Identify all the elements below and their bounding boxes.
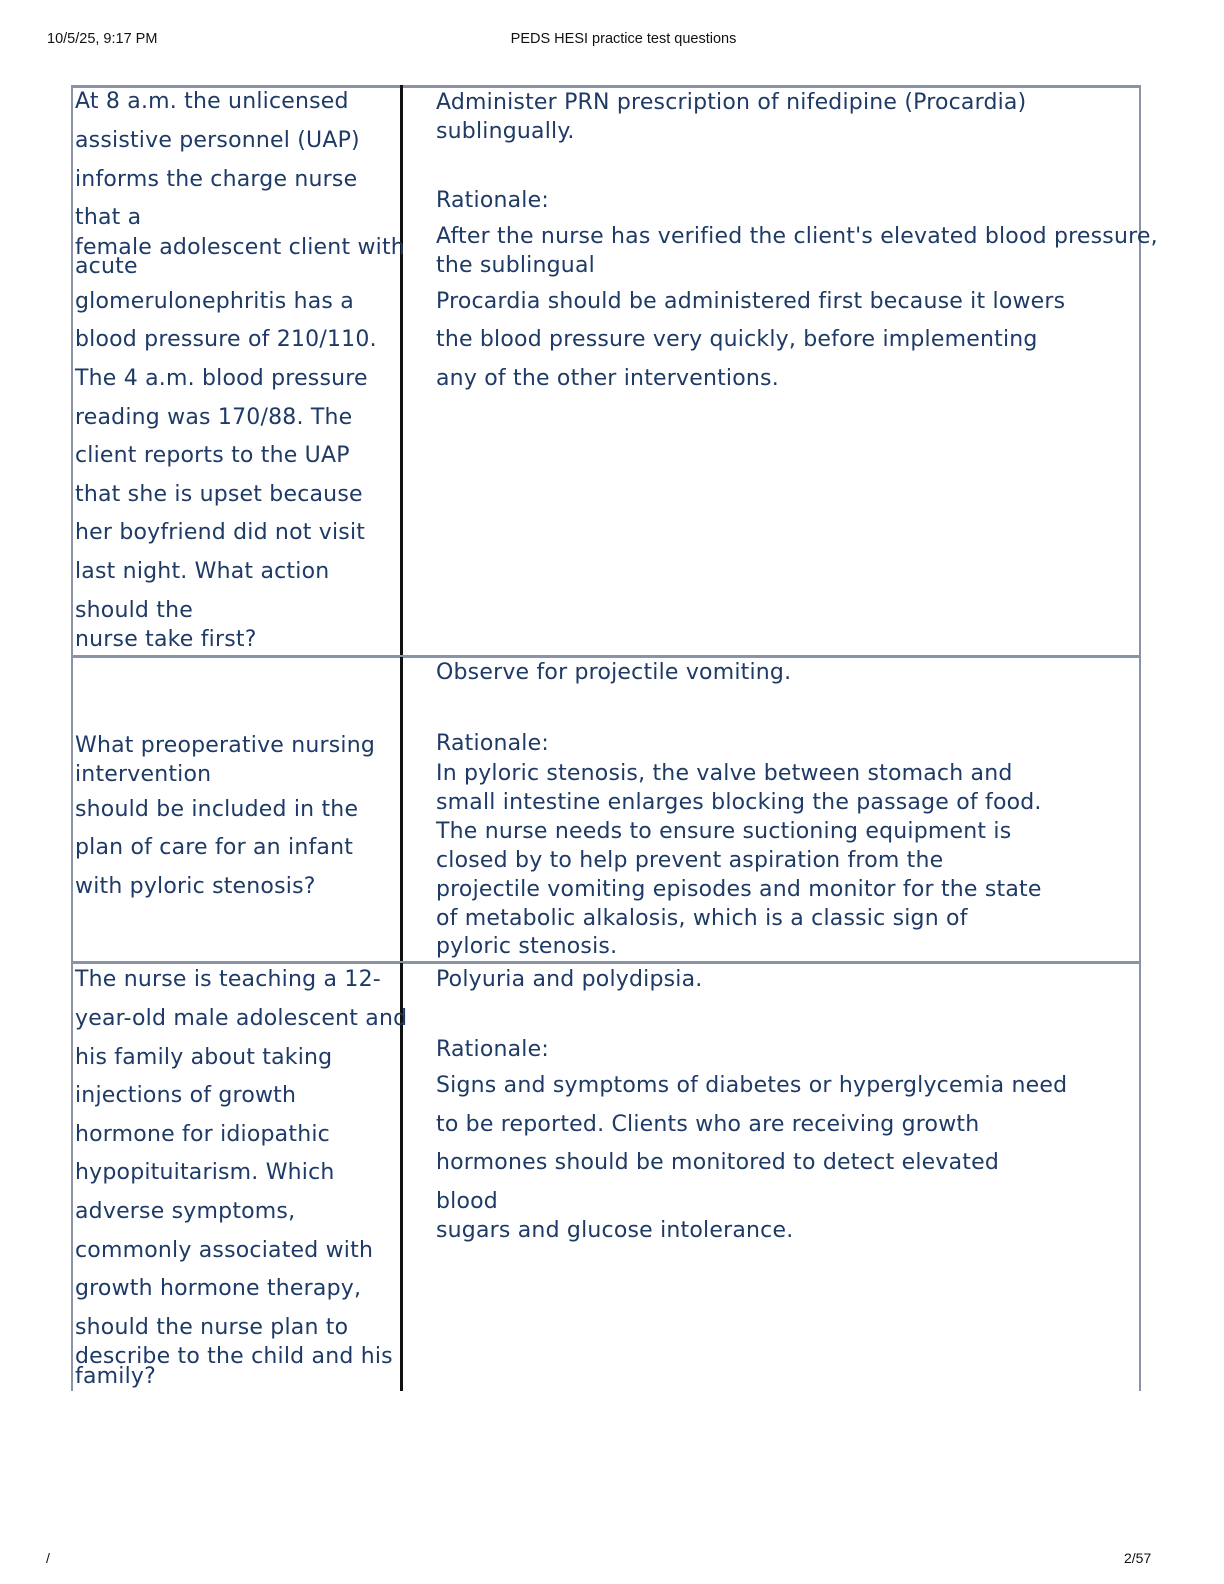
question-line: that a <box>75 205 142 230</box>
question-line: year-old male adolescent and <box>75 1006 408 1031</box>
table-row <box>71 85 1158 657</box>
answer-line: Signs and symptoms of diabetes or hyperglycemia need <box>436 1073 1068 1098</box>
answer-line: blood <box>436 1189 498 1214</box>
answer-line: The nurse needs to ensure suctioning equipment is <box>436 819 1012 844</box>
question-cell <box>71 657 403 962</box>
question-line: with pyloric stenosis? <box>75 874 316 899</box>
question-line: should the nurse plan to <box>75 1315 349 1340</box>
question-line: describe to the child and his <box>75 1344 393 1369</box>
question-line: her boyfriend did not visit <box>75 520 366 545</box>
question-line: his family about taking <box>75 1045 333 1070</box>
answer-cell <box>403 657 1141 962</box>
question-line: assistive personnel (UAP) <box>75 128 360 153</box>
question-line: What preoperative nursing <box>75 733 376 758</box>
print-date: 10/5/25, 9:17 PM <box>47 31 158 47</box>
question-line: last night. What action <box>75 559 330 584</box>
question-line: growth hormone therapy, <box>75 1276 362 1301</box>
question-line: hypopituitarism. Which <box>75 1160 335 1185</box>
footer-url: / <box>46 1550 50 1566</box>
question-line: acute <box>75 254 138 279</box>
answer-line: the sublingual <box>436 253 595 278</box>
question-line: that she is upset because <box>75 482 363 507</box>
rationale-label: Rationale: <box>436 731 549 756</box>
question-line: reading was 170/88. The <box>75 405 353 430</box>
answer-line: Polyuria and polydipsia. <box>436 967 703 992</box>
question-line: should be included in the <box>75 797 359 822</box>
answer-line: Administer PRN prescription of nifedipine (Procardia) <box>436 90 1027 115</box>
page-number: 2/57 <box>1124 1550 1152 1566</box>
answer-line: of metabolic alkalosis, which is a classic sign of <box>436 906 968 931</box>
answer-line: closed by to help prevent aspiration from the <box>436 848 944 873</box>
question-line: plan of care for an infant <box>75 835 354 860</box>
table-row <box>71 963 1141 1391</box>
answer-line: to be reported. Clients who are receiving growth <box>436 1112 980 1137</box>
qa-table <box>71 85 1158 1391</box>
answer-line: Observe for projectile vomiting. <box>436 660 792 685</box>
table-row <box>71 657 1141 962</box>
question-line: family? <box>75 1364 156 1389</box>
answer-line: Procardia should be administered first because it lowers <box>436 289 1066 314</box>
question-line: intervention <box>75 762 212 787</box>
question-line: informs the charge nurse <box>75 167 358 192</box>
question-line: The nurse is teaching a 12- <box>75 967 381 992</box>
answer-line: After the nurse has verified the client's elevated blood pressure, <box>436 224 1158 249</box>
question-line: nurse take first? <box>75 627 257 652</box>
answer-line: the blood pressure very quickly, before implementing <box>436 327 1038 352</box>
answer-line: hormones should be monitored to detect elevated <box>436 1150 1000 1175</box>
question-line: At 8 a.m. the unlicensed <box>75 89 349 114</box>
answer-line: small intestine enlarges blocking the passage of food. <box>436 790 1042 815</box>
answer-line: pyloric stenosis. <box>436 934 618 959</box>
rationale-label: Rationale: <box>436 1037 549 1062</box>
question-line: adverse symptoms, <box>75 1199 296 1224</box>
question-line: client reports to the UAP <box>75 443 350 468</box>
question-line: blood pressure of 210/110. <box>75 327 377 352</box>
answer-cell <box>403 963 1141 1391</box>
question-line: should the <box>75 598 193 623</box>
question-line: hormone for idiopathic <box>75 1122 330 1147</box>
rationale-label: Rationale: <box>436 188 549 213</box>
answer-line: In pyloric stenosis, the valve between stomach and <box>436 761 1013 786</box>
answer-line: any of the other interventions. <box>436 366 779 391</box>
question-line: commonly associated with <box>75 1238 374 1263</box>
question-line: female adolescent client with <box>75 235 405 260</box>
answer-cell <box>403 85 1158 657</box>
question-line: The 4 a.m. blood pressure <box>75 366 368 391</box>
question-cell <box>71 963 408 1391</box>
question-line: injections of growth <box>75 1083 297 1108</box>
answer-line: projectile vomiting episodes and monitor for the state <box>436 877 1042 902</box>
answer-line: sugars and glucose intolerance. <box>436 1218 794 1243</box>
question-cell <box>71 85 403 657</box>
document-title: PEDS HESI practice test questions <box>510 31 737 47</box>
answer-line: sublingually. <box>436 119 575 144</box>
question-line: glomerulonephritis has a <box>75 289 354 314</box>
